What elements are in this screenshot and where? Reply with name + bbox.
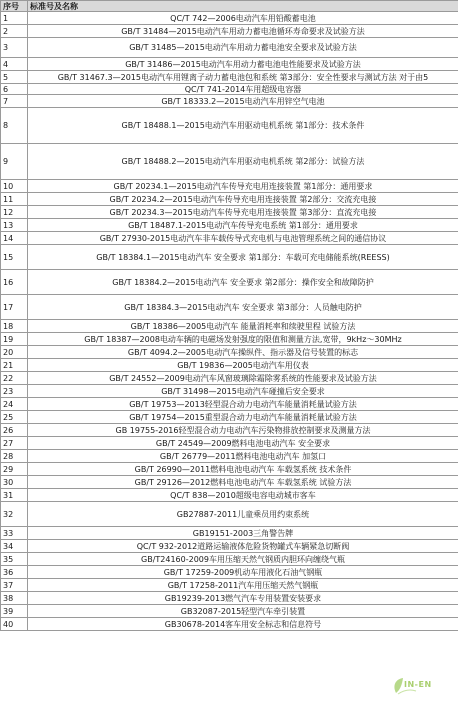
standard-title: GB27887-2011儿童乘员用约束系统 [28, 502, 458, 527]
standard-title: GB/T 20234.2—2015电动汽车传导充电用连接装置 第2部分：交流充电接 [28, 193, 458, 206]
row-number: 32 [1, 502, 28, 527]
standard-title: GB/T 18386—2005电动汽车 能量消耗率和续驶里程 试验方法 [28, 320, 458, 333]
standard-title: GB/T 17259-2009机动车用液化石油气钢瓶 [28, 566, 458, 579]
standard-title: GB/T 24552—2009电动汽车风窗玻璃除霜除雾系统的性能要求及试验方法 [28, 372, 458, 385]
table-row [1, 450, 458, 463]
table-row [1, 579, 458, 592]
row-number: 5 [1, 71, 28, 84]
row-number: 3 [1, 38, 28, 58]
table-row [1, 398, 458, 411]
standard-title: GB/T 4094.2—2005电动汽车操纵件、指示器及信号装置的标志 [28, 346, 458, 359]
table-row [1, 180, 458, 193]
table-row [1, 270, 458, 295]
row-number: 39 [1, 605, 28, 618]
row-number: 11 [1, 193, 28, 206]
standard-title: GB/T 26779—2011燃料电池电动汽车 加氢口 [28, 450, 458, 463]
table-row [1, 232, 458, 245]
header-title: 标准号及名称 [28, 1, 458, 12]
row-number: 26 [1, 424, 28, 437]
standard-title: GB32087-2015轻型汽车牵引装置 [28, 605, 458, 618]
row-number: 21 [1, 359, 28, 372]
standard-title: GB/T 18487.1-2015电动汽车传导充电系统 第1部分：通用要求 [28, 219, 458, 232]
standard-title: GB/T 31467.3—2015电动汽车用锂离子动力蓄电池包和系统 第3部分：安全性要求与测试方法 对于由5 [28, 71, 458, 84]
table-row [1, 463, 458, 476]
table-row [1, 527, 458, 540]
row-number: 6 [1, 84, 28, 95]
standard-title: GB19239-2013燃气汽车专用装置安装要求 [28, 592, 458, 605]
row-number: 25 [1, 411, 28, 424]
row-number: 28 [1, 450, 28, 463]
standard-title: GB/T 19753—2013轻型混合动力电动汽车能量消耗量试验方法 [28, 398, 458, 411]
table-row [1, 437, 458, 450]
table-row [1, 38, 458, 58]
row-number: 1 [1, 12, 28, 25]
table-row [1, 84, 458, 95]
row-number: 16 [1, 270, 28, 295]
table-row [1, 502, 458, 527]
table-row [1, 295, 458, 320]
row-number: 19 [1, 333, 28, 346]
standard-title: QC/T 838—2010超级电容电动城市客车 [28, 489, 458, 502]
row-number: 29 [1, 463, 28, 476]
standard-title: GB/T24160-2009车用压缩天然气钢质内胆环向缠绕气瓶 [28, 553, 458, 566]
table-row [1, 333, 458, 346]
row-number: 38 [1, 592, 28, 605]
standard-title: GB/T 26990—2011燃料电池电动汽车 车载氢系统 技术条件 [28, 463, 458, 476]
row-number: 30 [1, 476, 28, 489]
table-row [1, 605, 458, 618]
standard-title: GB/T 20234.3—2015电动汽车传导充电用连接装置 第3部分：直流充电接 [28, 206, 458, 219]
table-row [1, 372, 458, 385]
standard-title: GB/T 18488.1—2015电动汽车用驱动电机系统 第1部分：技术条件 [28, 108, 458, 144]
standard-title: GB/T 18384.1—2015电动汽车 安全要求 第1部分：车载可充电储能系统(REESS) [28, 245, 458, 270]
table-row [1, 424, 458, 437]
row-number: 17 [1, 295, 28, 320]
table-row [1, 566, 458, 579]
row-number: 36 [1, 566, 28, 579]
table-row [1, 12, 458, 25]
standard-title: GB/T 19754—2015重型混合动力电动汽车能量消耗量试验方法 [28, 411, 458, 424]
row-number: 12 [1, 206, 28, 219]
row-number: 22 [1, 372, 28, 385]
table-row [1, 245, 458, 270]
row-number: 2 [1, 25, 28, 38]
standard-title: GB/T 27930-2015电动汽车非车载传导式充电机与电池管理系统之间的通信协议 [28, 232, 458, 245]
table-row [1, 476, 458, 489]
standard-title: GB/T 17258-2011汽车用压缩天然气钢瓶 [28, 579, 458, 592]
standard-title: GB 19755-2016轻型混合动力电动汽车污染物排放控制要求及测量方法 [28, 424, 458, 437]
row-number: 14 [1, 232, 28, 245]
header-number: 序号 [1, 1, 28, 12]
standard-title: GB/T 31486—2015电动汽车用动力蓄电池电性能要求及试验方法 [28, 58, 458, 71]
table-header-row [1, 1, 458, 12]
row-number: 37 [1, 579, 28, 592]
watermark-text: IN-EN [404, 680, 432, 689]
table-row [1, 553, 458, 566]
row-number: 8 [1, 108, 28, 144]
table-row [1, 385, 458, 398]
row-number: 24 [1, 398, 28, 411]
standard-title: GB30678-2014客车用安全标志和信息符号 [28, 618, 458, 631]
row-number: 18 [1, 320, 28, 333]
row-number: 27 [1, 437, 28, 450]
table-row [1, 206, 458, 219]
row-number: 9 [1, 144, 28, 180]
table-row [1, 346, 458, 359]
standard-title: QC/T 932-2012道路运输液体危险货物罐式车辆紧急切断阀 [28, 540, 458, 553]
table-row [1, 71, 458, 84]
standard-title: GB19151-2003三角警告牌 [28, 527, 458, 540]
row-number: 20 [1, 346, 28, 359]
row-number: 4 [1, 58, 28, 71]
standard-title: GB/T 31484—2015电动汽车用动力蓄电池循环寿命要求及试验方法 [28, 25, 458, 38]
standard-title: GB/T 18384.2—2015电动汽车 安全要求 第2部分：操作安全和故障防护 [28, 270, 458, 295]
row-number: 23 [1, 385, 28, 398]
standard-title: GB/T 18387—2008电动车辆的电磁场发射强度的限值和测量方法,宽带，9kHz～30MHz [28, 333, 458, 346]
table-row [1, 359, 458, 372]
table-row [1, 411, 458, 424]
row-number: 34 [1, 540, 28, 553]
table-row [1, 144, 458, 180]
table-row [1, 592, 458, 605]
standard-title: QC/T 742—2006电动汽车用铅酸蓄电池 [28, 12, 458, 25]
standard-title: GB/T 20234.1—2015电动汽车传导充电用连接装置 第1部分：通用要求 [28, 180, 458, 193]
standard-title: GB/T 31485—2015电动汽车用动力蓄电池安全要求及试验方法 [28, 38, 458, 58]
table-row [1, 489, 458, 502]
table-row [1, 540, 458, 553]
standard-title: GB/T 18384.3—2015电动汽车 安全要求 第3部分：人员触电防护 [28, 295, 458, 320]
row-number: 15 [1, 245, 28, 270]
standard-title: GB/T 19836—2005电动汽车用仪表 [28, 359, 458, 372]
standard-title: GB/T 24549—2009燃料电池电动汽车 安全要求 [28, 437, 458, 450]
table-row [1, 95, 458, 108]
row-number: 10 [1, 180, 28, 193]
table-body [1, 12, 458, 631]
table-row [1, 108, 458, 144]
table-row [1, 25, 458, 38]
row-number: 13 [1, 219, 28, 232]
table-row [1, 193, 458, 206]
table-row [1, 618, 458, 631]
row-number: 31 [1, 489, 28, 502]
standard-title: GB/T 18488.2—2015电动汽车用驱动电机系统 第2部分：试验方法 [28, 144, 458, 180]
row-number: 7 [1, 95, 28, 108]
standard-title: GB/T 31498—2015电动汽车碰撞后安全要求 [28, 385, 458, 398]
watermark-logo [390, 675, 452, 697]
table-row [1, 320, 458, 333]
table-row [1, 58, 458, 71]
row-number: 33 [1, 527, 28, 540]
standard-title: QC/T 741-2014车用超级电容器 [28, 84, 458, 95]
row-number: 40 [1, 618, 28, 631]
standard-title: GB/T 18333.2—2015电动汽车用锌空气电池 [28, 95, 458, 108]
row-number: 35 [1, 553, 28, 566]
standard-title: GB/T 29126—2012燃料电池电动汽车 车载氢系统 试验方法 [28, 476, 458, 489]
table-row [1, 219, 458, 232]
